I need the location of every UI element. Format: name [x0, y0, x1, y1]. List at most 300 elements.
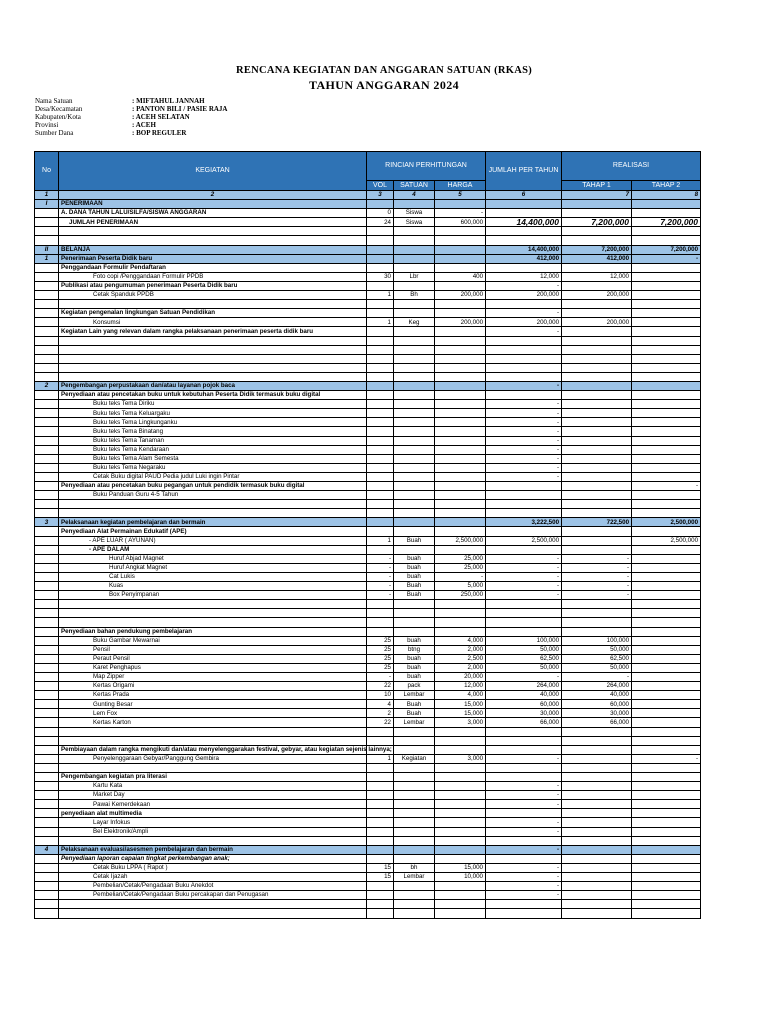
- cell-kegiatan: [59, 281, 367, 290]
- cell-tahap1: [562, 500, 632, 509]
- table-row: [35, 645, 701, 654]
- cell-satuan: [394, 254, 435, 263]
- cell-no: [35, 618, 59, 627]
- column-number: 7: [562, 191, 632, 200]
- cell-tahap1: [562, 491, 632, 500]
- table-row: [35, 427, 701, 436]
- cell-tahap2: [632, 454, 701, 463]
- cell-harga: [435, 900, 486, 909]
- cell-kegiatan: [59, 263, 367, 272]
- cell-satuan: [394, 263, 435, 272]
- cell-vol: [367, 909, 394, 918]
- cell-kegiatan: [59, 672, 367, 681]
- cell-kegiatan: [59, 545, 367, 554]
- cell-jumlah: -: [486, 572, 562, 581]
- cell-kegiatan: [59, 309, 367, 318]
- cell-kegiatan: [59, 854, 367, 863]
- cell-satuan: [394, 391, 435, 400]
- cell-tahap1: [562, 445, 632, 454]
- cell-vol: 25: [367, 636, 394, 645]
- cell-harga: [435, 491, 486, 500]
- cell-no: [35, 409, 59, 418]
- cell-satuan: buah: [394, 654, 435, 663]
- cell-tahap1: -: [562, 672, 632, 681]
- cell-vol: [367, 336, 394, 345]
- info-row: [35, 97, 227, 105]
- cell-no: [35, 272, 59, 281]
- cell-harga: 2,500,000: [435, 536, 486, 545]
- cell-vol: 1: [367, 754, 394, 763]
- kegiatan-text: Penyediaan laporan capaian tingkat perkembangan anak;: [61, 855, 230, 863]
- cell-tahap2: 2,500,000: [632, 536, 701, 545]
- cell-jumlah: [486, 236, 562, 245]
- section-row: [35, 381, 701, 390]
- cell-jumlah: -: [486, 418, 562, 427]
- cell-no: 2: [35, 381, 59, 390]
- cell-harga: [435, 518, 486, 527]
- kegiatan-text: Kegiatan Lain yang relevan dalam rangka pelaksanaan penerimaan peserta didik baru: [61, 327, 314, 335]
- cell-jumlah: 62,500: [486, 654, 562, 663]
- cell-vol: [367, 609, 394, 618]
- cell-no: [35, 773, 59, 782]
- cell-jumlah: [486, 900, 562, 909]
- table-row: [35, 418, 701, 427]
- cell-satuan: [394, 200, 435, 209]
- kegiatan-text: Pembelian/Cetak/Pengadaan Buku Anekdot: [93, 882, 214, 890]
- cell-vol: [367, 309, 394, 318]
- cell-jumlah: -: [486, 327, 562, 336]
- cell-jumlah: [486, 372, 562, 381]
- cell-no: [35, 400, 59, 409]
- cell-no: [35, 472, 59, 481]
- cell-no: 3: [35, 518, 59, 527]
- cell-satuan: [394, 454, 435, 463]
- cell-vol: [367, 300, 394, 309]
- kegiatan-text: Penyediaan bahan pendukung pembelajaran: [61, 627, 193, 635]
- cell-satuan: [394, 245, 435, 254]
- cell-tahap1: 30,000: [562, 709, 632, 718]
- section-row: [35, 200, 701, 209]
- table-row: [35, 482, 701, 491]
- cell-harga: 15,000: [435, 700, 486, 709]
- cell-satuan: buah: [394, 572, 435, 581]
- cell-jumlah: [486, 491, 562, 500]
- cell-jumlah: 50,000: [486, 645, 562, 654]
- cell-kegiatan: [59, 482, 367, 491]
- cell-no: [35, 227, 59, 236]
- cell-tahap2: -: [632, 754, 701, 763]
- cell-no: [35, 736, 59, 745]
- kegiatan-text: Pengembangan kegiatan pra literasi: [61, 773, 167, 781]
- cell-satuan: bh: [394, 863, 435, 872]
- cell-jumlah: [486, 336, 562, 345]
- cell-vol: 30: [367, 272, 394, 281]
- cell-tahap1: [562, 463, 632, 472]
- cell-satuan: Buah: [394, 700, 435, 709]
- cell-harga: [435, 545, 486, 554]
- cell-kegiatan: [59, 527, 367, 536]
- cell-satuan: [394, 891, 435, 900]
- cell-satuan: [394, 900, 435, 909]
- cell-harga: 25,000: [435, 554, 486, 563]
- header-no: No: [35, 152, 59, 191]
- cell-vol: [367, 391, 394, 400]
- cell-tahap2: [632, 472, 701, 481]
- cell-tahap1: [562, 454, 632, 463]
- cell-satuan: [394, 300, 435, 309]
- cell-satuan: [394, 882, 435, 891]
- header-jumlah: JUMLAH PER TAHUN: [486, 152, 562, 191]
- kegiatan-text: Buku teks Tema Negaraku: [93, 464, 166, 472]
- info-value: : MIFTAHUL JANNAH: [132, 97, 205, 105]
- cell-tahap1: [562, 545, 632, 554]
- cell-vol: [367, 491, 394, 500]
- cell-tahap2: 7,200,000: [632, 245, 701, 254]
- cell-no: [35, 763, 59, 772]
- table-row: [35, 336, 701, 345]
- cell-harga: 2,000: [435, 663, 486, 672]
- cell-satuan: Siswa: [394, 218, 435, 227]
- cell-harga: [435, 472, 486, 481]
- cell-tahap2: [632, 418, 701, 427]
- cell-harga: [435, 600, 486, 609]
- cell-no: [35, 591, 59, 600]
- cell-tahap2: [632, 718, 701, 727]
- cell-kegiatan: [59, 700, 367, 709]
- cell-kegiatan: [59, 791, 367, 800]
- cell-harga: [435, 354, 486, 363]
- cell-tahap2: [632, 582, 701, 591]
- table-row: [35, 582, 701, 591]
- kegiatan-text: PENERIMAAN: [61, 200, 103, 208]
- cell-tahap1: [562, 909, 632, 918]
- cell-tahap2: [632, 882, 701, 891]
- kegiatan-text: Pawai Kemerdekaan: [93, 800, 151, 808]
- cell-satuan: Keg: [394, 318, 435, 327]
- cell-tahap2: [632, 891, 701, 900]
- cell-tahap2: [632, 318, 701, 327]
- cell-kegiatan: [59, 409, 367, 418]
- cell-no: [35, 782, 59, 791]
- cell-harga: [435, 427, 486, 436]
- cell-tahap1: [562, 354, 632, 363]
- table-row: [35, 782, 701, 791]
- cell-kegiatan: [59, 372, 367, 381]
- cell-tahap2: [632, 354, 701, 363]
- kegiatan-text: Buku teks Tema Keluargaku: [93, 409, 170, 417]
- cell-kegiatan: [59, 591, 367, 600]
- table-row: [35, 727, 701, 736]
- cell-kegiatan: [59, 654, 367, 663]
- cell-vol: [367, 818, 394, 827]
- cell-no: [35, 791, 59, 800]
- table-header: [35, 152, 701, 200]
- cell-no: [35, 500, 59, 509]
- cell-kegiatan: [59, 245, 367, 254]
- table-row: [35, 691, 701, 700]
- cell-harga: 20,000: [435, 672, 486, 681]
- cell-tahap2: [632, 900, 701, 909]
- cell-satuan: btng: [394, 645, 435, 654]
- cell-tahap2: [632, 554, 701, 563]
- cell-harga: [435, 436, 486, 445]
- cell-vol: -: [367, 582, 394, 591]
- cell-harga: [435, 363, 486, 372]
- rkas-table: [34, 151, 701, 919]
- cell-harga: [435, 409, 486, 418]
- cell-vol: 1: [367, 291, 394, 300]
- cell-tahap1: [562, 200, 632, 209]
- cell-harga: [435, 836, 486, 845]
- cell-vol: 4: [367, 700, 394, 709]
- cell-tahap2: [632, 463, 701, 472]
- cell-satuan: [394, 345, 435, 354]
- cell-harga: 5,000: [435, 582, 486, 591]
- cell-kegiatan: [59, 445, 367, 454]
- info-label: Provinsi: [35, 121, 59, 129]
- cell-tahap1: [562, 300, 632, 309]
- cell-vol: [367, 436, 394, 445]
- cell-jumlah: -: [486, 554, 562, 563]
- cell-vol: [367, 791, 394, 800]
- cell-tahap2: [632, 236, 701, 245]
- kegiatan-text: Pelaksanaan kegiatan pembelajaran dan bermain: [61, 518, 206, 526]
- cell-satuan: [394, 609, 435, 618]
- cell-tahap2: [632, 818, 701, 827]
- cell-no: [35, 509, 59, 518]
- cell-jumlah: 3,222,500: [486, 518, 562, 527]
- cell-kegiatan: [59, 691, 367, 700]
- cell-satuan: [394, 482, 435, 491]
- cell-harga: [435, 372, 486, 381]
- cell-vol: [367, 763, 394, 772]
- cell-no: [35, 363, 59, 372]
- cell-satuan: Siswa: [394, 209, 435, 218]
- table-row: [35, 409, 701, 418]
- table-row: [35, 327, 701, 336]
- cell-tahap1: [562, 400, 632, 409]
- cell-no: [35, 909, 59, 918]
- header-realisasi: REALISASI: [562, 152, 701, 181]
- cell-tahap1: [562, 527, 632, 536]
- cell-jumlah: -: [486, 582, 562, 591]
- cell-tahap1: [562, 391, 632, 400]
- document-title: RENCANA KEGIATAN DAN ANGGARAN SATUAN (RKAS): [235, 65, 533, 76]
- cell-no: [35, 718, 59, 727]
- cell-kegiatan: [59, 318, 367, 327]
- cell-tahap1: 100,000: [562, 636, 632, 645]
- table-row: [35, 654, 701, 663]
- cell-jumlah: 40,000: [486, 691, 562, 700]
- table-row: [35, 400, 701, 409]
- cell-harga: [435, 445, 486, 454]
- cell-vol: 1: [367, 318, 394, 327]
- cell-tahap2: [632, 909, 701, 918]
- cell-jumlah: [486, 763, 562, 772]
- cell-vol: [367, 618, 394, 627]
- kegiatan-text: Huruf Angkat Magnet: [109, 564, 168, 572]
- cell-tahap1: [562, 327, 632, 336]
- cell-jumlah: [486, 263, 562, 272]
- cell-tahap2: [632, 427, 701, 436]
- kegiatan-text: Pensil: [93, 645, 110, 653]
- cell-kegiatan: [59, 418, 367, 427]
- cell-no: [35, 800, 59, 809]
- cell-no: [35, 827, 59, 836]
- kegiatan-text: Kertas Karton: [93, 718, 131, 726]
- cell-tahap1: [562, 618, 632, 627]
- cell-tahap1: [562, 236, 632, 245]
- cell-tahap2: [632, 773, 701, 782]
- cell-tahap1: 50,000: [562, 663, 632, 672]
- cell-vol: 22: [367, 718, 394, 727]
- cell-tahap2: [632, 363, 701, 372]
- cell-jumlah: -: [486, 281, 562, 290]
- cell-kegiatan: [59, 754, 367, 763]
- cell-vol: [367, 600, 394, 609]
- cell-jumlah: [486, 345, 562, 354]
- cell-tahap1: 12,000: [562, 272, 632, 281]
- cell-vol: [367, 545, 394, 554]
- cell-jumlah: 412,000: [486, 254, 562, 263]
- cell-tahap1: [562, 227, 632, 236]
- cell-kegiatan: [59, 882, 367, 891]
- cell-jumlah: -: [486, 672, 562, 681]
- table-row: [35, 345, 701, 354]
- cell-harga: [435, 527, 486, 536]
- cell-kegiatan: [59, 863, 367, 872]
- kegiatan-text: Bel Elektronik/Ampli: [93, 827, 149, 835]
- cell-no: 4: [35, 845, 59, 854]
- cell-kegiatan: [59, 218, 367, 227]
- cell-no: [35, 218, 59, 227]
- cell-tahap1: 264,000: [562, 682, 632, 691]
- cell-tahap1: [562, 263, 632, 272]
- cell-satuan: [394, 854, 435, 863]
- section-row: [35, 245, 701, 254]
- cell-tahap2: [632, 381, 701, 390]
- cell-kegiatan: [59, 209, 367, 218]
- cell-kegiatan: [59, 609, 367, 618]
- cell-no: [35, 745, 59, 754]
- cell-kegiatan: [59, 463, 367, 472]
- cell-tahap2: 7,200,000: [632, 218, 701, 227]
- kegiatan-text: Penyelenggaraan Gebyar/Panggung Gembira: [93, 755, 219, 763]
- cell-vol: [367, 327, 394, 336]
- cell-kegiatan: [59, 727, 367, 736]
- column-number: 4: [394, 191, 435, 200]
- cell-tahap1: [562, 773, 632, 782]
- table-row: [35, 354, 701, 363]
- cell-kegiatan: [59, 636, 367, 645]
- cell-jumlah: -: [486, 591, 562, 600]
- cell-harga: 200,000: [435, 291, 486, 300]
- table-row: [35, 591, 701, 600]
- cell-no: [35, 445, 59, 454]
- cell-harga: [435, 454, 486, 463]
- cell-tahap2: [632, 372, 701, 381]
- cell-kegiatan: [59, 509, 367, 518]
- cell-vol: 10: [367, 691, 394, 700]
- cell-harga: [435, 609, 486, 618]
- cell-kegiatan: [59, 745, 392, 754]
- cell-kegiatan: [59, 518, 367, 527]
- cell-no: [35, 372, 59, 381]
- cell-satuan: [394, 627, 435, 636]
- cell-kegiatan: [59, 845, 367, 854]
- cell-tahap2: -: [632, 254, 701, 263]
- table-row: [35, 527, 701, 536]
- cell-harga: [435, 627, 486, 636]
- cell-tahap2: [632, 663, 701, 672]
- kegiatan-text: Gunting Besar: [93, 700, 133, 708]
- cell-harga: [435, 336, 486, 345]
- cell-harga: 10,000: [435, 873, 486, 882]
- cell-satuan: [394, 727, 435, 736]
- cell-satuan: [394, 491, 435, 500]
- kegiatan-text: - APE DALAM: [89, 545, 130, 553]
- cell-tahap2: [632, 227, 701, 236]
- cell-harga: [435, 845, 486, 854]
- cell-kegiatan: [59, 236, 367, 245]
- table-row: [35, 463, 701, 472]
- info-value: : PANTON BILI / PASIE RAJA: [132, 105, 228, 113]
- cell-tahap2: [632, 700, 701, 709]
- cell-jumlah: -: [486, 891, 562, 900]
- cell-satuan: buah: [394, 563, 435, 572]
- cell-harga: [435, 763, 486, 772]
- cell-kegiatan: [59, 718, 367, 727]
- table-row: [35, 227, 701, 236]
- cell-jumlah: 14,400,000: [486, 245, 562, 254]
- cell-tahap1: [562, 827, 632, 836]
- cell-no: [35, 354, 59, 363]
- cell-jumlah: -: [486, 427, 562, 436]
- cell-kegiatan: [59, 300, 367, 309]
- cell-tahap1: -: [562, 582, 632, 591]
- cell-satuan: [394, 818, 435, 827]
- cell-kegiatan: [59, 254, 367, 263]
- cell-no: [35, 427, 59, 436]
- cell-tahap1: 60,000: [562, 700, 632, 709]
- cell-vol: [367, 509, 394, 518]
- cell-tahap2: [632, 309, 701, 318]
- cell-harga: [435, 618, 486, 627]
- cell-satuan: [394, 372, 435, 381]
- cell-vol: 25: [367, 663, 394, 672]
- column-number: 8: [632, 191, 701, 200]
- cell-kegiatan: [59, 900, 367, 909]
- cell-satuan: [394, 763, 435, 772]
- cell-tahap2: [632, 500, 701, 509]
- cell-no: [35, 209, 59, 218]
- kegiatan-text: Cetak Spanduk PPDB: [93, 291, 154, 299]
- cell-tahap1: [562, 609, 632, 618]
- kegiatan-text: Karet Penghapus: [93, 664, 141, 672]
- cell-harga: [435, 854, 486, 863]
- table-row: [35, 736, 701, 745]
- cell-no: [35, 582, 59, 591]
- kegiatan-text: Market Day: [93, 791, 125, 799]
- kegiatan-text: JUMLAH PENERIMAAN: [69, 218, 139, 226]
- cell-jumlah: [486, 527, 562, 536]
- cell-satuan: [394, 836, 435, 845]
- table-row: [35, 291, 701, 300]
- cell-no: [35, 809, 59, 818]
- cell-no: [35, 418, 59, 427]
- cell-harga: [435, 791, 486, 800]
- table-row: [35, 873, 701, 882]
